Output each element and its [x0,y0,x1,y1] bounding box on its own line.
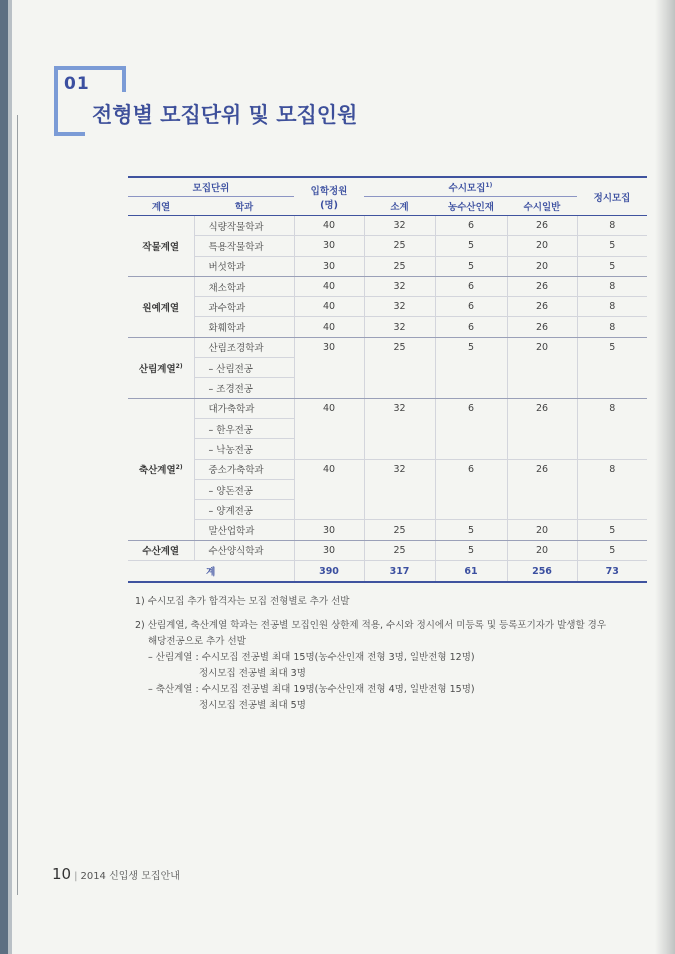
group-cell: 수산계열 [128,540,194,560]
header-quota-l2: (명) [320,199,338,211]
farm-cell: 5 [435,540,507,560]
table-row [128,297,647,317]
total-quota: 390 [294,561,364,583]
table-row [128,317,647,337]
jeongsi-cell: 5 [577,520,647,540]
header-dept: 학과 [194,197,294,216]
total-subtotal: 317 [364,561,435,583]
table-row [128,459,647,479]
subtotal-cell: 25 [364,540,435,560]
quota-cell: 30 [294,540,364,560]
table-row [128,256,647,276]
general-cell: 20 [507,520,577,540]
dept-cell: 식량작물학과 [194,216,294,236]
footer-separator: | [74,871,78,882]
table-row [128,337,647,357]
quota-cell: 40 [294,276,364,296]
header-susi-sup: 1) [485,181,493,189]
jeongsi-cell: 8 [577,297,647,317]
dept-cell: 버섯학과 [194,256,294,276]
subtotal-cell: 32 [364,317,435,337]
scan-edge-left [0,0,8,954]
dept-cell: 중소가축학과 [194,459,294,479]
farm-cell: 6 [435,216,507,236]
dept-cell: 과수학과 [194,297,294,317]
group-cell: 원예계열 [128,276,194,337]
quota-cell: 40 [294,459,364,520]
total-general: 256 [507,561,577,583]
subtotal-cell: 25 [364,256,435,276]
table-row [128,520,647,540]
total-label: 계 [128,561,294,583]
total-farm: 61 [435,561,507,583]
general-cell: 26 [507,276,577,296]
dept-cell: – 양돈전공 [194,479,294,499]
header-subtotal: 소계 [364,197,435,216]
general-cell: 20 [507,236,577,256]
subtotal-cell: 32 [364,459,435,520]
header-unit: 모집단위 [128,177,294,197]
quota-cell: 30 [294,256,364,276]
dept-cell: 수산양식학과 [194,540,294,560]
header-row-1 [128,177,647,197]
section-title: 전형별 모집단위 및 모집인원 [92,103,358,127]
jeongsi-cell: 5 [577,256,647,276]
farm-cell: 6 [435,276,507,296]
farm-cell: 5 [435,256,507,276]
header-quota-l1: 입학정원 [310,185,348,197]
quota-table [128,176,647,583]
jeongsi-cell: 5 [577,540,647,560]
dept-cell: 산림조경학과 [194,337,294,357]
note-2: 2) 산림계열, 축산계열 학과는 전공별 모집인원 상한제 적용, 수시와 정시에서 미등록 및 등록포기자가 발생할 경우 [135,620,607,631]
group-cell [128,398,194,540]
subtotal-cell: 25 [364,520,435,540]
note-2-livestock-jeongsi: 정시모집 전공별 최대 5명 [199,700,306,711]
dept-cell: 채소학과 [194,276,294,296]
dept-cell: 특용작물학과 [194,236,294,256]
farm-cell: 6 [435,459,507,520]
jeongsi-cell: 5 [577,236,647,256]
dept-cell: – 조경전공 [194,378,294,398]
table-row [128,236,647,256]
subtotal-cell: 25 [364,337,435,398]
dept-cell: – 양계전공 [194,500,294,520]
quota-cell: 30 [294,520,364,540]
page-footer [52,865,180,883]
note-2-forest-jeongsi: 정시모집 전공별 최대 3명 [199,668,306,679]
farm-cell: 5 [435,337,507,398]
general-cell: 26 [507,459,577,520]
header-group: 계열 [128,197,194,216]
footnotes [135,594,635,714]
dept-cell: – 산림전공 [194,358,294,378]
general-cell: 26 [507,398,577,459]
scan-edge-left-inner [8,0,12,954]
dept-cell: – 한우전공 [194,418,294,438]
quota-cell: 40 [294,216,364,236]
dept-cell: – 낙농전공 [194,439,294,459]
group-sup: 2) [175,464,183,472]
binding-line [17,115,18,895]
farm-cell: 6 [435,297,507,317]
quota-cell: 40 [294,398,364,459]
farm-cell: 5 [435,236,507,256]
general-cell: 26 [507,216,577,236]
group-sup: 2) [175,362,183,370]
header-jeongsi: 정시모집 [577,177,647,216]
note-2-cont: 해당전공으로 추가 선발 [148,636,246,647]
header-general: 수시일반 [507,197,577,216]
table-row [128,276,647,296]
dept-cell: 대가축학과 [194,398,294,418]
jeongsi-cell: 8 [577,216,647,236]
group-label: 산림계열 [138,363,176,375]
note-2-forest: – 산림계열 : 수시모집 전공별 최대 15명(농수산인재 전형 3명, 일반전형 12명) [148,652,475,663]
farm-cell: 6 [435,317,507,337]
subtotal-cell: 25 [364,236,435,256]
quota-table-wrap [128,176,647,583]
header-susi-label: 수시모집 [448,183,486,194]
general-cell: 20 [507,540,577,560]
total-row [128,561,647,583]
header-row-2 [128,197,647,216]
quota-cell: 30 [294,236,364,256]
group-cell [128,337,194,398]
note-2-livestock: – 축산계열 : 수시모집 전공별 최대 19명(농수산인재 전형 4명, 일반전형 15명) [148,684,475,695]
group-label: 축산계열 [138,465,176,477]
dept-cell: 화훼학과 [194,317,294,337]
quota-cell: 40 [294,297,364,317]
general-cell: 20 [507,256,577,276]
quota-cell: 40 [294,317,364,337]
general-cell: 26 [507,297,577,317]
total-jeongsi: 73 [577,561,647,583]
farm-cell: 5 [435,520,507,540]
header-quota [294,177,364,216]
jeongsi-cell: 8 [577,276,647,296]
quota-cell: 30 [294,337,364,398]
subtotal-cell: 32 [364,398,435,459]
jeongsi-cell: 8 [577,459,647,520]
section-frame-bottom [54,132,85,136]
general-cell: 26 [507,317,577,337]
subtotal-cell: 32 [364,216,435,236]
dept-cell: 말산업학과 [194,520,294,540]
table-row [128,540,647,560]
group-cell: 작물계열 [128,216,194,277]
footer-title: 2014 신입생 모집안내 [80,871,180,882]
farm-cell: 6 [435,398,507,459]
header-farm: 농수산인재 [435,197,507,216]
section-number: 01 [64,74,90,94]
jeongsi-cell: 5 [577,337,647,398]
subtotal-cell: 32 [364,297,435,317]
header-susi [364,177,577,197]
subtotal-cell: 32 [364,276,435,296]
page-number: 10 [52,865,72,883]
section-frame-right [122,66,126,92]
jeongsi-cell: 8 [577,317,647,337]
table-row [128,398,647,418]
scan-edge-right [655,0,675,954]
general-cell: 20 [507,337,577,398]
table-row [128,216,647,236]
jeongsi-cell: 8 [577,398,647,459]
note-1: 1) 수시모집 추가 합격자는 모집 전형별로 추가 선발 [135,596,350,607]
